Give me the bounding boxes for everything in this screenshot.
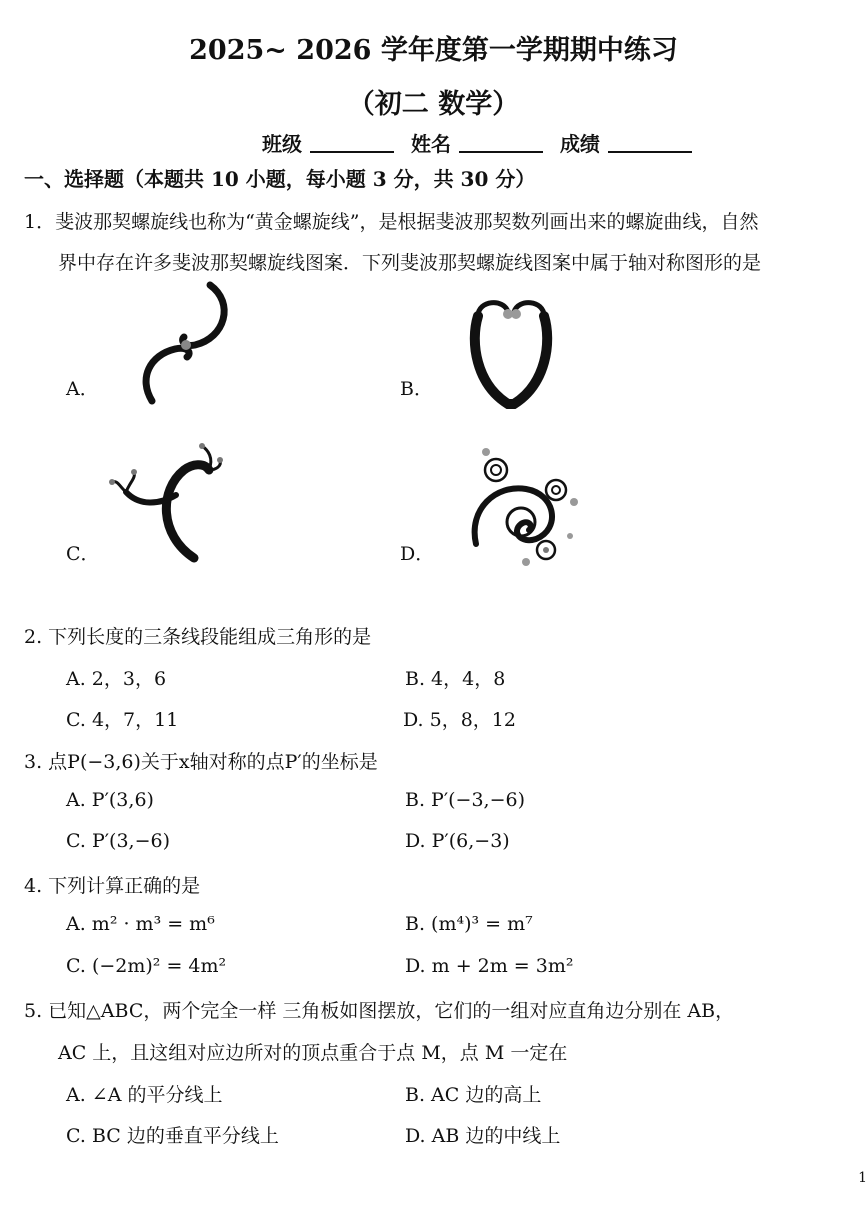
exam-subtitle: （初二 数学） <box>347 89 520 120</box>
score-blank[interactable] <box>608 133 692 153</box>
page-number: 1 <box>858 1170 867 1186</box>
score-label: 成绩 <box>559 132 600 156</box>
class-label: 班级 <box>262 132 302 156</box>
q1-option-b-label[interactable]: B． <box>400 378 433 400</box>
q4-option-a[interactable]: A. m² · m³ = m⁶ <box>66 913 215 935</box>
q3-option-a[interactable]: A. P′(3,6) <box>66 789 154 811</box>
q1-stem-line1: 1．斐波那契螺旋线也称为“黄金螺旋线”，是根据斐波那契数列画出来的螺旋曲线，自然 <box>24 211 759 233</box>
spiral-figure-a <box>140 283 230 407</box>
q4-stem: 4. 下列计算正确的是 <box>24 875 201 897</box>
student-info-row <box>262 128 702 157</box>
q2-option-b[interactable]: B. 4，4，8 <box>405 668 506 690</box>
q2-option-c[interactable]: C. 4，7，11 <box>66 709 179 731</box>
spiral-figure-d <box>466 444 581 573</box>
q5-stem-line2: AC 上，且这组对应边所对的顶点重合于点 M，点 M 一定在 <box>58 1042 568 1064</box>
name-label: 姓名 <box>410 132 451 156</box>
q1-option-a-label[interactable]: A． <box>66 378 99 400</box>
q2-stem: 2. 下列长度的三条线段能组成三角形的是 <box>24 626 372 648</box>
q1-stem-line2: 界中存在许多斐波那契螺旋线图案．下列斐波那契螺旋线图案中属于轴对称图形的是 <box>58 252 762 274</box>
q1-option-d-label[interactable]: D． <box>400 543 435 565</box>
q3-stem: 3. 点P(−3,6)关于x轴对称的点P′的坐标是 <box>24 751 378 773</box>
name-blank[interactable] <box>459 133 543 153</box>
exam-title: 2025~ 2026 学年度第一学期期中练习 <box>189 35 678 66</box>
q4-option-c[interactable]: C. (−2m)² = 4m² <box>66 955 227 977</box>
q5-option-b[interactable]: B. AC 边的高上 <box>405 1084 542 1106</box>
q1-option-c-label[interactable]: C． <box>66 543 100 565</box>
spiral-figure-b <box>466 292 556 416</box>
q5-option-d[interactable]: D. AB 边的中线上 <box>405 1125 561 1147</box>
q3-option-d[interactable]: D. P′(6,−3) <box>405 830 510 852</box>
q3-option-c[interactable]: C. P′(3,−6) <box>66 830 170 852</box>
q5-option-c[interactable]: C. BC 边的垂直平分线上 <box>66 1125 279 1147</box>
q5-stem-line1: 5. 已知△ABC，两个完全一样 三角板如图摆放，它们的一组对应直角边分别在 AB， <box>24 1000 735 1022</box>
q3-option-b[interactable]: B. P′(−3,−6) <box>405 789 526 811</box>
q4-option-b[interactable]: B. (m⁴)³ = m⁷ <box>405 913 533 935</box>
class-blank[interactable] <box>310 133 394 153</box>
spiral-figure-c <box>104 440 224 569</box>
section-heading: 一、选择题（本题共 10 小题，每小题 3 分，共 30 分） <box>24 167 536 191</box>
q2-option-a[interactable]: A. 2，3，6 <box>66 668 167 690</box>
q2-option-d[interactable]: D. 5，8，12 <box>403 709 516 731</box>
q4-option-d[interactable]: D. m + 2m = 3m² <box>405 955 574 977</box>
q5-option-a[interactable]: A. ∠A 的平分线上 <box>66 1084 223 1106</box>
